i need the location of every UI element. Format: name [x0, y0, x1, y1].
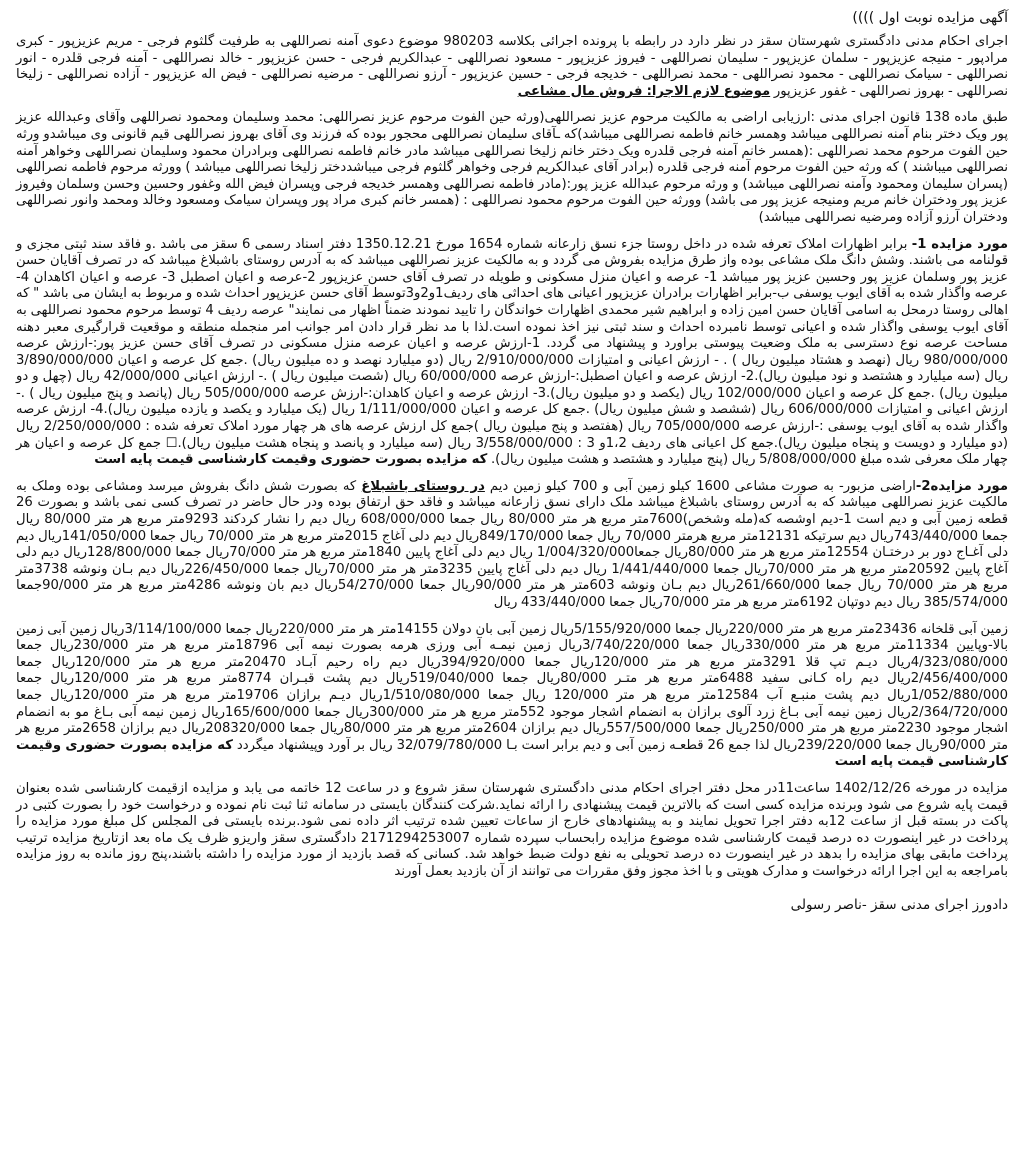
- intro-paragraph: [16, 34, 1008, 100]
- item-2-text-a: اراضی مزبور- به صورت مشاعی 1600 کیلو زمین آبی و 700 کیلو زمین دیم: [484, 478, 916, 494]
- intro-subject: موضوع لازم الاجرا: فروش مال مشاعی: [517, 83, 771, 99]
- item-2-closing: که مزایده بصورت حضوری وقیمت کارشناسی قیمت پایه است: [16, 737, 1008, 770]
- item-1-closing: که مزایده بصورت حضوری وقیمت کارشناسی قیمت پایه است: [94, 452, 488, 468]
- article-138-paragraph: طبق ماده 138 قانون اجرای مدنی :ارزیابی اراضی به مالکیت مرحوم عزیز نصراللهی(ورثه حین الفوت مرحوم عزیز نصراللهی: محمد وسلیمان ومحمود نصراللهی وآقای وعبدالله عزیز پور ویک دختر بنام آمنه نصراللهی میباشد وهمسر خانم فاطمه نصراللهی میباشد)که ـآقای سلیمان نصراللهی محجور بوده که فرزند وی آقای بهروز نصراللهی قیم قانونی وی میباشدو ورثه حین الفوت مرحوم محمد نصراللهی :(همسر خانم آمنه فرجی قلدره ویک دختر خانم زلیخا نصراللهی میباشد مادر خانم فاطمه نصراللهی وبرادران محمود وسلیمان نصراللهی وخواهر آمنه نصراللهی میباشند ) که ورثه حین الفوت مرحوم آمنه فرجی قلدره (برادر آقای عبدالکریم فرجی وخواهر گلثوم فرجی میباشددختر زلیخا نصراللهی میباشد ) وورثه مرحوم فاطمه نصراللهی (پسران سلیمان ومحمود وآمنه نصراللهی میباشد) و ورثه مرحوم عبدالله عزیز پور:(مادر فاطمه نصراللهی وهمسر خدیجه فرجی وپسران فیض الله وغفور وحسین وحسن وسلمان وفیروز عزیز پور ودختران خانم مریم ومنیجه عزیز پور می باشد) وورثه حین الفوت مرحوم محمود نصراللهی : (همسر خانم کبری مراد پور وپسران سیامک ومسعود وخالد ومحمد وانور نصراللهی ودختران آرزو آزاده ومرضیه نصراللهی میباشد): [16, 110, 1008, 225]
- auction-item-2: [16, 479, 1008, 612]
- auction-conditions: مزایده در مورخه 1402/12/26 ساعت11در محل دفتر اجرای احکام مدنی دادگستری شهرستان سقز شروع و در ساعت 12 خاتمه می یابد و مزایده ازقیمت کارشناسی شده بعنوان قیمت پایه شروع می شود وبرنده مزایده کسی است که بالاترین قیمت پیشنهادی را ارائه نماید.شرکت کنندگان بایستی در سامانه ثنا ثبت نام نموده و درخواست خود را بصورت کتبی در پاکت در بسته قبل از ساعت 12به دفتر اجرا تحویل نمایند و به پیشنهادهای خارج از ساعات تعیین شده ترتیب اثر داده نمی شود.برنده بایستی فی المجلس کل مبلغ مورد مزایده را پرداخت در غیر اینصورت ده درصد قیمت کارشناسی شده موضوع مزایده رابحساب سپرده شماره 2171294253007 دادگستری سقز واریزو ظرف یک ماه بعد ازتاریخ مزایده ترتیب پرداخت مابقی بهای مزایده را بدهد در غیر اینصورت ده درصد تحویلی به نفع دولت ضبط خواهد شد. کسانی که قصد بازدید از مورد مزایده را داشته باشند،پنج روز مانده به روز مزایده بامراجعه به این اجرا ارائه درخواست و مدارک هویتی و با اخذ مجوز وفق مقررات می توانند از آن بازدید بعمل آورند: [16, 780, 1008, 879]
- notice-heading: آگهی مزایده نوبت اول )))): [852, 10, 1008, 26]
- item-1-label: مورد مزایده 1-: [911, 236, 1008, 252]
- auction-item-2-continued: [16, 622, 1008, 771]
- item-2-text-b: که بصورت شش دانگ بفروش میرسد ومشاعی بوده وملک به مالکیت عزیز نصراللهی میباشد که به آدرس روستای باشبلاغ میباشد ملک دارای نسق زارعانه میباشد و فاقد حق ارتفاق بوده ودر حال حاضر در تصرف کسی نمی باشد و بصورت 26 قطعه زمین آبی و دیم است 1-دیم اوشصه که(مله وشخص)7600متر مربع هر متر 80/000 ریال جمعا 608/000/000 ریال دیم را نشار کردکند 9293متر مربع هر متر 80/000 ریال جمعا 743/440/000ریال دیم سرتیکه 12131متر مربع هرمتر 70/000 ریال جمعا 849/170/000ریال دیم دلی آغاج 2015متر مربع هر متر 70/000 ریال جمعا 141/050/000ریال دیم دلی آغـاج دور بر درختـان 12554متر مربع هر متر 80/000ریال جمعا1/004/320/000 ریال دیم دلی آغاج پایین 1840متر مربع هر متر 70/000ریال جمعا 128/800/000ریال دیم دلی آغاج پایین 20592متر مربع هر متر 70/000ریال جمعا 1/441/440/000 ریال دیم دلی آغاج پایین 3235متر هر متر 70/000ریال جمعا 226/450/000ریال دیم بـان ونوشه 3738متر مربع هر متر 70/000 ریال جمعا 261/660/000ریال دیم بـان ونوشه 603متر هر متر 90/000ریال جمعا 54/270/000ریال دیم بان ونوشه 4286متر مربع هر متر 90/000جمعا 385/574/000 ریال دیم دوتپان 6192متر مربع هر متر 70/000ریال جمعا 433/440/000 ریال: [16, 478, 1009, 610]
- item-2-continued-text: زمین آبی قلخانه 23436متر مربع هر متر 220/000ریال جمعا 5/155/920/000ریال زمین آبی بان دولان 14155متر هر متر 220/000ریال جمعا 3/114/100/000ریال زمین آبی زمین بالا-وپایین 11334متر مربع هر متر 330/000ریال جمعا 3/740/220/000ریال زمین نیمـه آبی ورزی هرمه بصورت نیمه آبی 18796متر مربع هر متر 230/000ریال جمعا 4/323/080/000ریال دیـم تپ قلا 3291متر مربع هر متر 120/000ریال جمعا 394/920/000ریال دیم راه رحیم آبـاد 20470متر مربع هر متر 120/000ریال جمعا 2/456/400/000ریال دیم راه کـانی سفید 6488متر مربع هر متـر 80/000ریال جمعا 519/040/000ریال دیم پشت قبـران 8774متر مربع هر متر 120/000ریال جمعا 1/052/880/000ریال دیم پشت منبـع آب 12584متر مربع هر متر 120/000 ریال جمعا 1/510/080/000ریال دیـم برازان 19706متر مربع هر متر 120/000ریال جمعا 2/364/720/000ریال زمین نیمه آبی بـاغ زرد آلوی برازان به انضمام اشجار موجود 552متر مربع هر متر 300/000ریال جمعا 165/600/000ریال زمین نیمه آبی بـاغ مو به انضمام اشجار موجود 2230متر مربع هر متر 250/000ریال جمعا 557/500/000ریال دیم برازان 2604متر مربع هر متر 80/000ریال جمعا 208320/000ریال دیم برازان 2658متر مربع هر متر 90/000ریال جمعا 239/220/000ریال لذا جمع 26 قطعـه زمین آبی و دیم برابر است بـا 32/079/780/000 ریال بر آورد وپیشنهاد میگردد: [16, 621, 1009, 753]
- item-1-text: برابر اظهارات املاک تعرفه شده در داخل روستا جزء نسق زارعانه شماره 1654 مورخ 1350.12.21 دفتر اسناد رسمی 6 سقز می باشد .و فاقد سند ثبتی مجزی و قولنامه می باشند. وشش دانگ ملک مشاعی بوده واز طرق مزایده بفروش می گردد و به مالکیت عزیز نصراللهی میباشد که به آدرس روستای باشبلاغ میباشد که در تصرف آقایان حسن عزیز پور وسلمان عزیز پور وحسین عزیز پور میباشد 1- عرصه و اعیان منزل مسکونی و طویله در تصرف آقای حسن عزیزپور 2-عرصه و اعیان اصطبل 3- عرصه و اعیان اکاهدان 4- عرصه واگذار شده به آقای ایوب یوسفی ب-برابر اظهارات برادران عزیزپور اعیانی های احداثی های ردیف1و2و3توسط آقای حسن عزیزپور احداث شده و مربوط به ایشان می باشد " که اهالی روستا درمحل به اسامی آقایان حسن امین زاده و ابراهیم شیر محمدی اظهارات خواندگان را تایید نمودند ضمناً اظهار می نمایند" عرصه ردیف 4 توسط مرحوم محمود نصراللهی به آقای ایوب یوسفی واگذار شده و اعیانی توسط نامبرده احداث و سند ثبتی نیز اخذ نموده است.لذا با مد نظر قرار دادن امر جوانب امر منجمله منطقه و موقعیت قرارگیری معبر دهنه مساحت عرصه نوع دسترسی به ملک وضعیت پیوستی براورد و پیشنهاد می گردد. 1-ارزش عرصه و اعیان عرصه منزل مسکونی در تصرف آقای حسن عزیز پور:-ارزش عرصه 980/000/000 ریال (نهصد و هشتاد میلیون ریال ) . - ارزش اعیانی و امتیازات 2/910/000/000 ریال (دو میلیارد نهصد و ده میلیون ریال) .جمع کل عرصه و اعیان 3/890/000/000 ریال (سه میلیارد و هشتصد و نود میلیون ریال).2- ارزش عرصه و اعیان اصطبل:-ارزش عرصه 60/000/000 ریال (شصت میلیون ریال ) .- ارزش اعیانی 42/000/000 ریال (چهل و دو میلیون ریال) .جمع کل عرصه و اعیان 102/000/000 ریال (یکصد و دو میلیون ریال).3- ارزش عرصه و اعیان کاهدان:-ارزش عرصه 505/000/000 ریال (پانصد و پنج میلیون ریال ) .- ارزش اعیانی و امتیازات 606/000/000 ریال (ششصد و شش میلیون ریال) .جمع کل عرصه و اعیان 1/111/000/000 ریال (یک میلیارد و یکصد و یازده میلیون ریال).4- ارزش عرصه واگذار شده به آقای ایوب یوسفی :-ارزش عرصه 705/000/000 ریال (هفتصد و پنج میلیون ریال )جمع کل ارزش عرصه های هر چهار مورد املاک تعرفه شده : 2/250/000/000 ریال (دو میلیارد و دویست و پنجاه میلیون ریال).جمع کل اعیانی های ردیف 1،2و 3 : 3/558/000/000 ریال (سه میلیارد و پانصد و پنجاه هشت میلیون ریال).☐ جمع کل عرصه و اعیان هر چهار ملک معرفی شده مبلغ 5/808/000/000 ریال (پنج میلیارد و هشتصد و هشت میلیون ریال).: [16, 236, 1009, 468]
- signature: دادورز اجرای مدنی سقز -ناصر رسولی: [790, 896, 1008, 913]
- intro-text: اجرای احکام مدنی دادگستری شهرستان سقز در نظر دارد در رابطه با پرونده اجرائی بکلاسه 980203 موضوع دعوی آمنه نصراللهی به طرفیت گلثوم فرجی - مریم عزیزپور - کبری مرادپور - منیجه عزیزپور - سلمان عزیزپور - سلیمان نصراللهی - فیروز عزیزپور - مسعود نصراللهی - عبدالکریم فرجی - حسن عزیزپور - خالد نصراللهی - آمنه فرجی قلدره - انور نصراللهی - سیامک نصراللهی - محمود نصراللهی - محمد نصراللهی - خدیجه فرجی - حسین عزیزپور - آرزو نصراللهی - مرضیه نصراللهی - فیض اله عزیزپور - آزاده نصراللهی - زلیخا نصراللهی - بهروز نصراللهی - غفور عزیزپور: [16, 34, 1008, 99]
- auction-item-1: [16, 237, 1008, 469]
- item-2-label: مورد مزایده2-: [915, 478, 1008, 494]
- item-2-village: در روستای باشبلاغ: [361, 478, 485, 494]
